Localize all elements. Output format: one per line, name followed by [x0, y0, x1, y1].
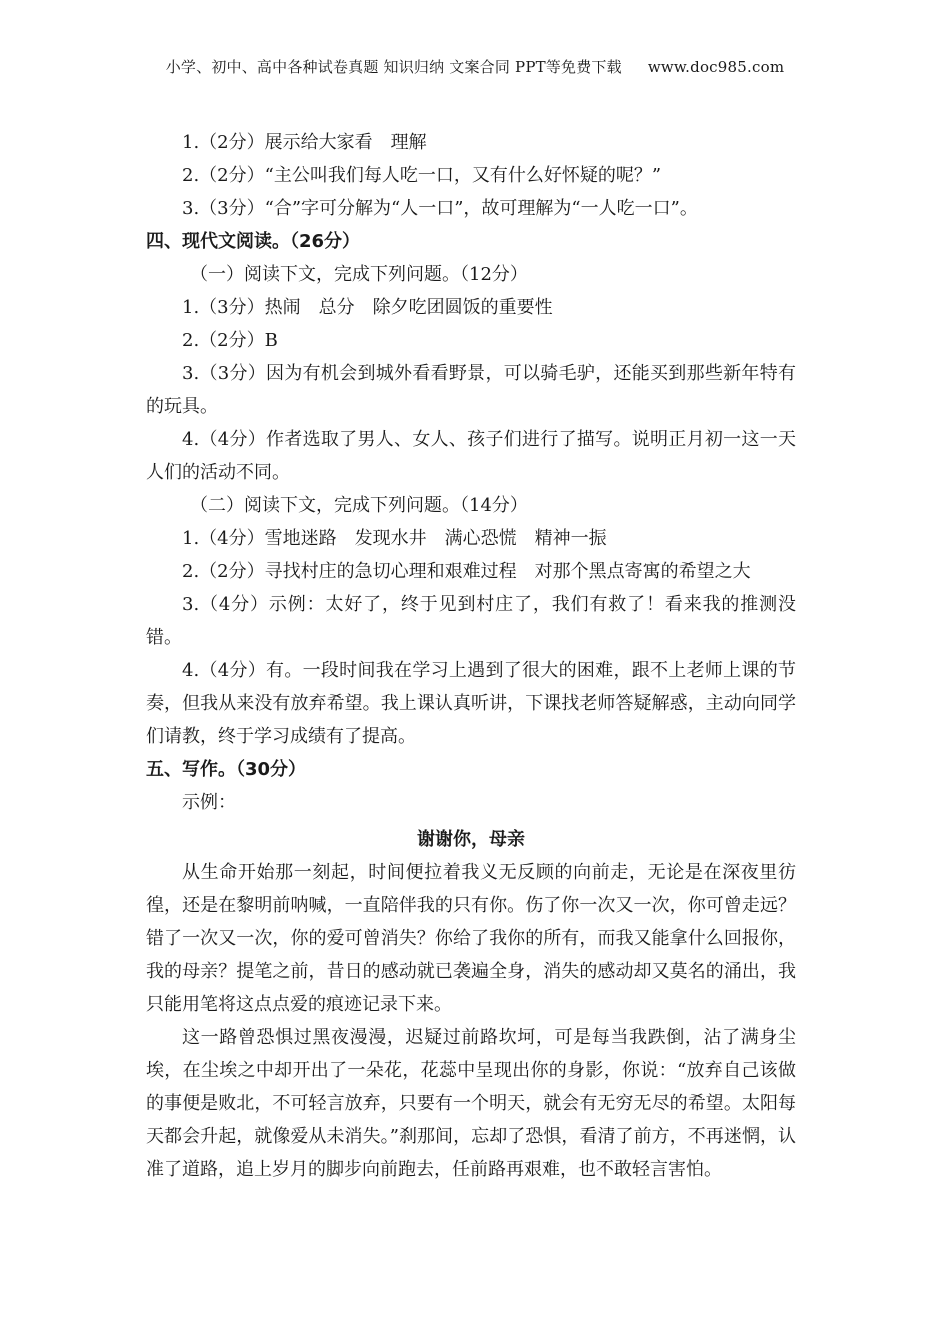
section-heading-writing: 五、写作。（30分） — [146, 759, 307, 780]
header-text: 小学、初中、高中各种试卷真题 知识归纳 文案合同 PPT等免费下载 — [165, 58, 622, 76]
answer-4-2-3: 3.（4分）示例：太好了，终于见到村庄了，我们有救了！看来我的推测没错。 — [146, 594, 796, 648]
answer-3-1: 1.（2分）展示给大家看 理解 — [182, 132, 427, 153]
answer-4-2-1: 1.（4分）雪地迷路 发现水井 满心恐慌 精神一振 — [182, 528, 607, 549]
subsection-title-2: （二）阅读下文，完成下列问题。（14分） — [190, 495, 528, 516]
answer-4-1-1: 1.（3分）热闹 总分 除夕吃团圆饭的重要性 — [182, 297, 553, 318]
essay-paragraph-2: 这一路曾恐惧过黑夜漫漫，迟疑过前路坎坷，可是每当我跌倒，沾了满身尘埃，在尘埃之中却开出了一朵花，花蕊中呈现出你的身影，你说：“放弃自己该做的事便是败北，不可轻言放弃，只要有一个明天，就会有无穷无尽的希望。太阳每天都会升起，就像爱从未消失。”刹那间，忘却了恐惧，看清了前方，不再迷惘，认准了道路，追上岁月的脚步向前跑去，任前路再艰难，也不敢轻言害怕。 — [146, 1027, 796, 1180]
essay-paragraph-1: 从生命开始那一刻起，时间便拉着我义无反顾的向前走，无论是在深夜里彷徨，还是在黎明前呐喊，一直陪伴我的只有你。伤了你一次又一次，你可曾走远？错了一次又一次，你的爱可曾消失？你给了我你的所有，而我又能拿什么回报你，我的母亲？提笔之前，昔日的感动就已袭遍全身，消失的感动却又莫名的涌出，我只能用笔将这点点爱的痕迹记录下来。 — [146, 862, 796, 1015]
section-heading-modern-reading: 四、现代文阅读。（26分） — [146, 231, 361, 252]
answer-4-1-2: 2.（2分）B — [182, 330, 278, 351]
answer-3-3: 3.（3分）“合”字可分解为“人一口”，故可理解为“一人吃一口”。 — [182, 198, 698, 219]
example-label: 示例： — [182, 792, 236, 813]
answer-4-1-4: 4.（4分）作者选取了男人、女人、孩子们进行了描写。说明正月初一这一天人们的活动不同。 — [146, 429, 796, 483]
answer-4-2-4: 4.（4分）有。一段时间我在学习上遇到了很大的困难，跟不上老师上课的节奏，但我从来没有放弃希望。我上课认真听讲，下课找老师答疑解惑，主动向同学们请教，终于学习成绩有了提高。 — [146, 660, 796, 747]
answer-4-1-3: 3.（3分）因为有机会到城外看看野景，可以骑毛驴，还能买到那些新年特有的玩具。 — [146, 363, 796, 417]
answer-3-2: 2.（2分）“主公叫我们每人吃一口，又有什么好怀疑的呢？” — [182, 165, 662, 186]
subsection-title-1: （一）阅读下文，完成下列问题。（12分） — [190, 264, 528, 285]
page-header — [0, 56, 950, 77]
document-body — [146, 126, 796, 1186]
header-site-link[interactable]: www.doc985.com — [647, 58, 785, 76]
essay-title: 谢谢你，母亲 — [417, 829, 525, 850]
answer-4-2-2: 2.（2分）寻找村庄的急切心理和艰难过程 对那个黑点寄寓的希望之大 — [182, 561, 751, 582]
